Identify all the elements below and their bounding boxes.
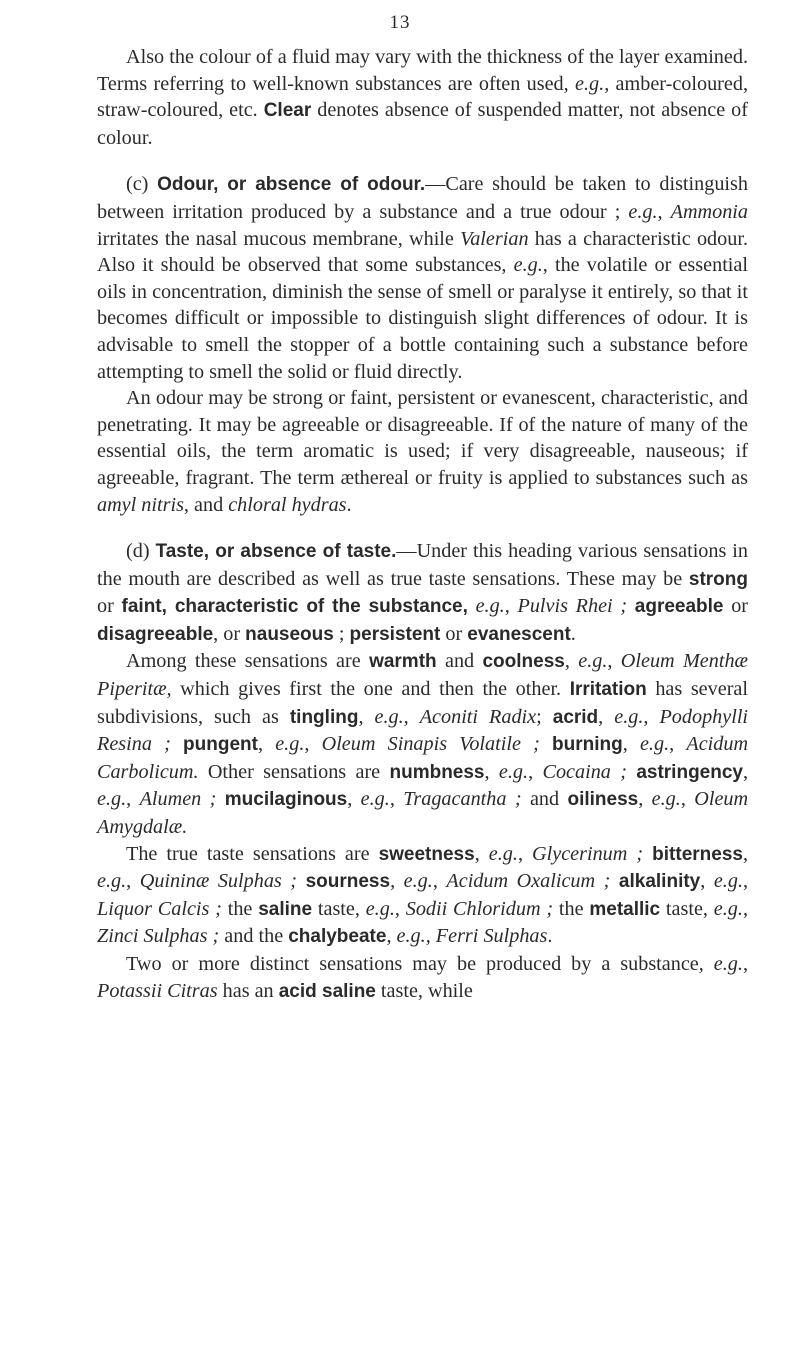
section-label-c: (c) [126, 173, 149, 196]
page-number: 13 [389, 12, 411, 33]
paragraph-mixed-sensations: Two or more distinct sensations may be produced by a substance, e.g., Potassii Citras has an acid saline taste, while [97, 953, 748, 1002]
section-heading-taste: Taste, or absence of taste. [155, 541, 397, 563]
paragraph-odour-types: An odour may be strong or faint, persistent or evanescent, characteristic, and penetrating. It may be agreeable or disagreeable. If of the nature of many of the essential oils, the term aromatic is used; if very disagreeable, nauseous; if agreeable, fragrant. The term æthereal or fruity is applied to substances such as amyl nitris, and chloral hydras. [97, 387, 748, 516]
paragraph-odour: (c) Odour, or absence of odour.—Care should be taken to distinguish between irritation produced by a substance and a true odour ; e.g., Ammonia irritates the nasal mucous membrane, while Valerian has a characteristic odour. Also it should be observed that some substances, e.g., the volatile or essential oils in concentration, diminish the sense of smell or paralyse it entirely, so that it becomes difficult or impossible to distinguish slight differences of odour. It is advisable to smell the stopper of a bottle containing such a substance before attempting to smell the solid or fluid directly. [97, 173, 748, 383]
section-label-d: (d) [126, 540, 150, 563]
paragraph-sensations: Among these sensations are warmth and coolness, e.g., Oleum Menthæ Piperitæ, which gives first the one and then the other. Irritation has several subdivisions, such as tingling, e.g., Aconiti Radix; acrid, e.g., Podophylli Resina ; pungent, e.g., Oleum Sinapis Volatile ; burning, e.g., Acidum Carbolicum. Other sensations are numbness, e.g., Cocaina ; astringency, e.g., Alumen ; mucilaginous, e.g., Tragacantha ; and oiliness, e.g., Oleum Amygdalæ. [97, 650, 749, 839]
paragraph-colour: Also the colour of a fluid may vary with the thickness of the layer examined. Terms referring to well-known substances are often used, e.g., amber-coloured, straw-coloured, etc. Clear denotes absence of suspended matter, not absence of colour. [97, 46, 748, 149]
paragraph-true-taste: The true taste sensations are sweetness, e.g., Glycerinum ; bitterness, e.g., Quininæ Sulphas ; sourness, e.g., Acidum Oxalicum ; alkalinity, e.g., Liquor Calcis ; the saline taste, e.g., Sodii Chloridum ; the metallic taste, e.g., Zinci Sulphas ; and the chalybeate, e.g., Ferri Sulphas. [97, 842, 749, 948]
section-heading-odour: Odour, or absence of odour. [157, 174, 426, 196]
page-body [97, 44, 748, 1005]
paragraph-taste: (d) Taste, or absence of taste.—Under this heading various sensations in the mouth are described as well as true taste sensations. These may be strong or faint, characteristic of the substance, e.g., Pulvis Rhei ; agreeable or disagreeable, or nauseous ; persistent or evanescent. [97, 540, 749, 645]
